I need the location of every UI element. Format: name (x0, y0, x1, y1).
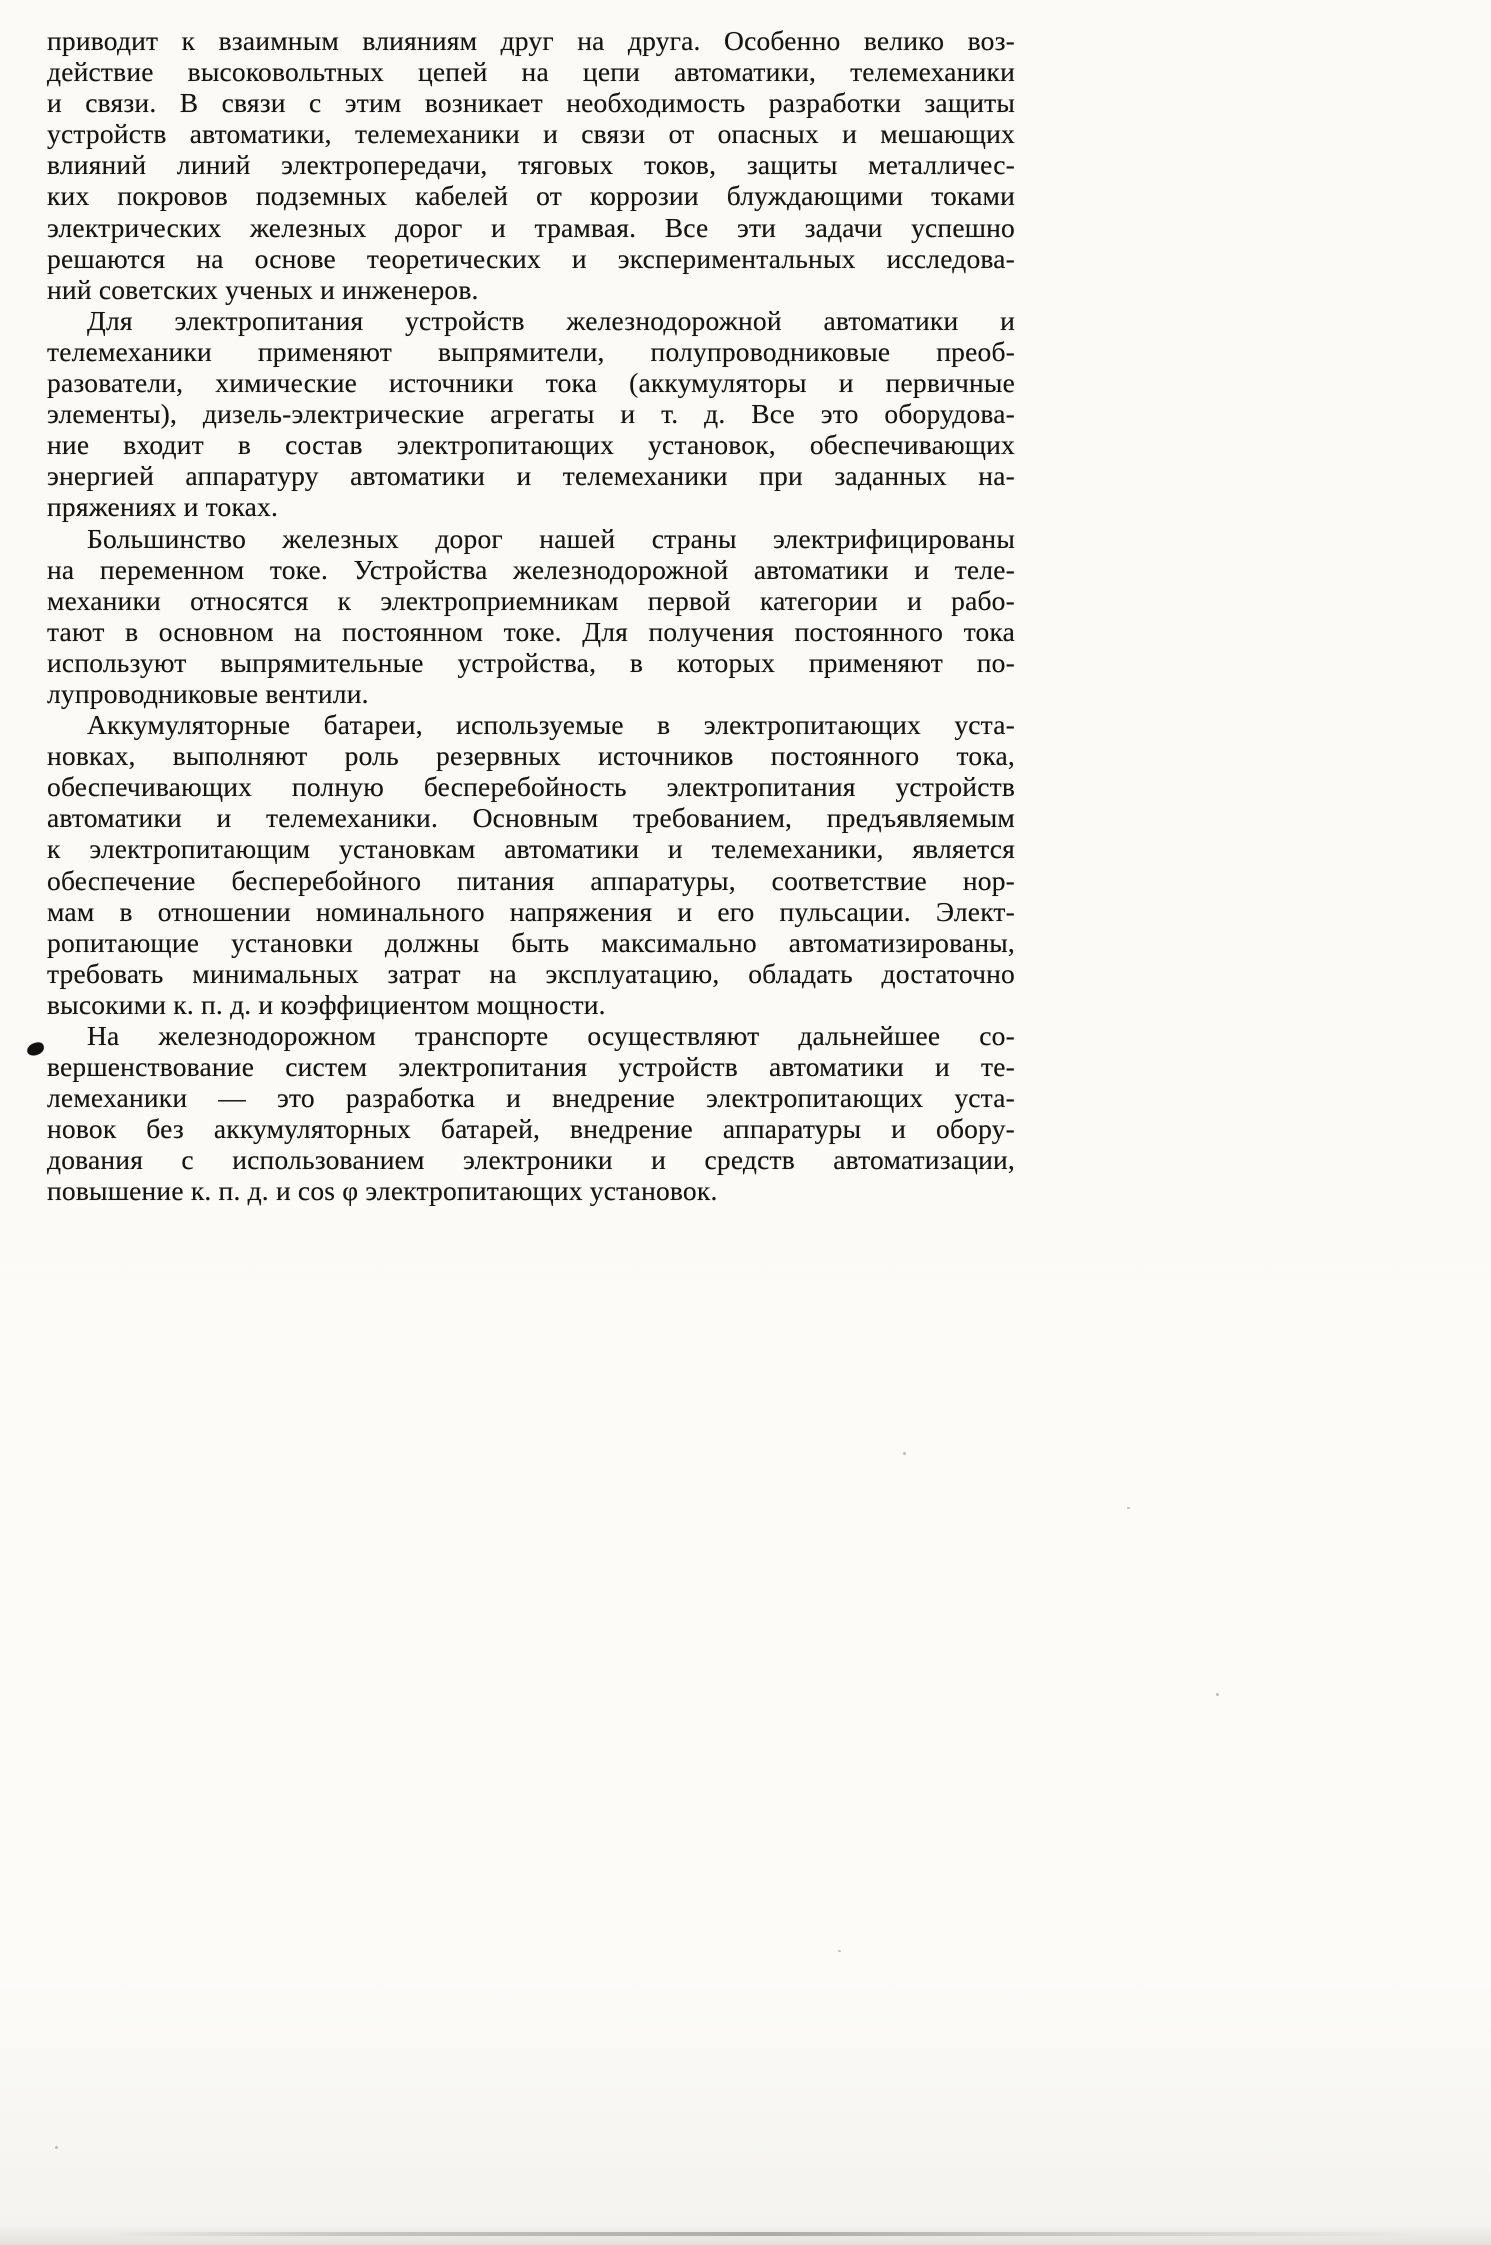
scan-speck (1216, 1693, 1219, 1696)
text-line: на переменном токе. Устройства железнодорожной автоматики и теле- (47, 553, 1015, 585)
text-line: лемеханики — это разработка и внедрение электропитающих уста- (47, 1082, 1015, 1114)
text-line: На железнодорожном транспорте осуществляют дальнейшее со- (87, 1020, 1015, 1051)
scan-speck (1127, 1507, 1130, 1509)
paragraph (47, 305, 1015, 523)
paragraph (47, 523, 1015, 710)
text-line: обеспечивающих полную бесперебойность электропитания устройств (47, 771, 1015, 803)
text-line: требовать минимальных затрат на эксплуатацию, обладать достаточно (47, 957, 1015, 989)
text-line: влияний линий электропередачи, тяговых токов, защиты металличес- (47, 149, 1015, 181)
body-text (47, 25, 1015, 1207)
text-line: новок без аккумуляторных батарей, внедрение аппаратуры и обору- (47, 1113, 1015, 1145)
scan-speck (838, 1950, 841, 1952)
text-line: ропитающие установки должны быть максимально автоматизированы, (47, 926, 1015, 958)
text-line: электрических железных дорог и трамвая. Все эти задачи успешно (47, 211, 1015, 243)
text-line: энергией аппаратуру автоматики и телемеханики при заданных на- (47, 460, 1015, 492)
text-line: дования с использованием электроники и средств автоматизации, (47, 1144, 1015, 1176)
text-line: тают в основном на постоянном токе. Для получения постоянного тока (47, 615, 1015, 647)
text-line: решаются на основе теоретических и экспериментальных исследова- (47, 242, 1015, 274)
text-line: автоматики и телемеханики. Основным требованием, предъявляемым (47, 802, 1015, 834)
paragraph (47, 1020, 1015, 1207)
text-line: и связи. В связи с этим возникает необходимость разработки защиты (47, 87, 1015, 119)
text-line: вершенствование систем электропитания устройств автоматики и те- (47, 1051, 1015, 1083)
margin-ink-blot (26, 1041, 45, 1057)
text-line: к электропитающим установкам автоматики и телемеханики, является (47, 833, 1015, 865)
text-line: элементы), дизель-электрические агрегаты и т. д. Все это оборудова- (47, 398, 1015, 430)
text-line: высокими к. п. д. и коэффициентом мощности. (47, 988, 606, 1020)
scan-bottom-edge-shadow (110, 2232, 1421, 2236)
paragraph (47, 709, 1015, 1020)
text-line: повышение к. п. д. и cos φ электропитающих установок. (47, 1175, 718, 1207)
text-line: Для электропитания устройств железнодорожной автоматики и (87, 304, 1015, 336)
text-line: приводит к взаимным влияниям друг на друга. Особенно велико воз- (47, 25, 1015, 56)
text-line: ний советских ученых и инженеров. (47, 273, 479, 305)
text-line: устройств автоматики, телемеханики и связи от опасных и мешающих (47, 118, 1015, 150)
text-line: механики относятся к электроприемникам первой категории и рабо- (47, 584, 1015, 616)
text-line: разователи, химические источники тока (аккумуляторы и первичные (47, 367, 1015, 399)
paragraph (47, 25, 1015, 305)
scan-speck (55, 2146, 58, 2149)
text-line: ние входит в состав электропитающих установок, обеспечивающих (47, 429, 1015, 461)
text-line: ких покровов подземных кабелей от коррозии блуждающими токами (47, 180, 1015, 212)
text-line: лупроводниковые вентили. (47, 677, 369, 709)
text-line: новках, выполняют роль резервных источников постоянного тока, (47, 740, 1015, 772)
text-line: пряжениях и токах. (47, 491, 279, 523)
text-line: мам в отношении номинального напряжения и его пульсации. Элект- (47, 895, 1015, 927)
text-line: используют выпрямительные устройства, в которых применяют по- (47, 646, 1015, 678)
text-line: Большинство железных дорог нашей страны электрифицированы (87, 522, 1015, 554)
scan-speck (903, 1452, 906, 1455)
text-line: телемеханики применяют выпрямители, полупроводниковые преоб- (47, 335, 1015, 367)
text-line: действие высоковольтных цепей на цепи автоматики, телемеханики (47, 56, 1015, 88)
text-line: обеспечение бесперебойного питания аппаратуры, соответствие нор- (47, 864, 1015, 896)
text-line: Аккумуляторные батареи, используемые в электропитающих уста- (87, 709, 1015, 741)
